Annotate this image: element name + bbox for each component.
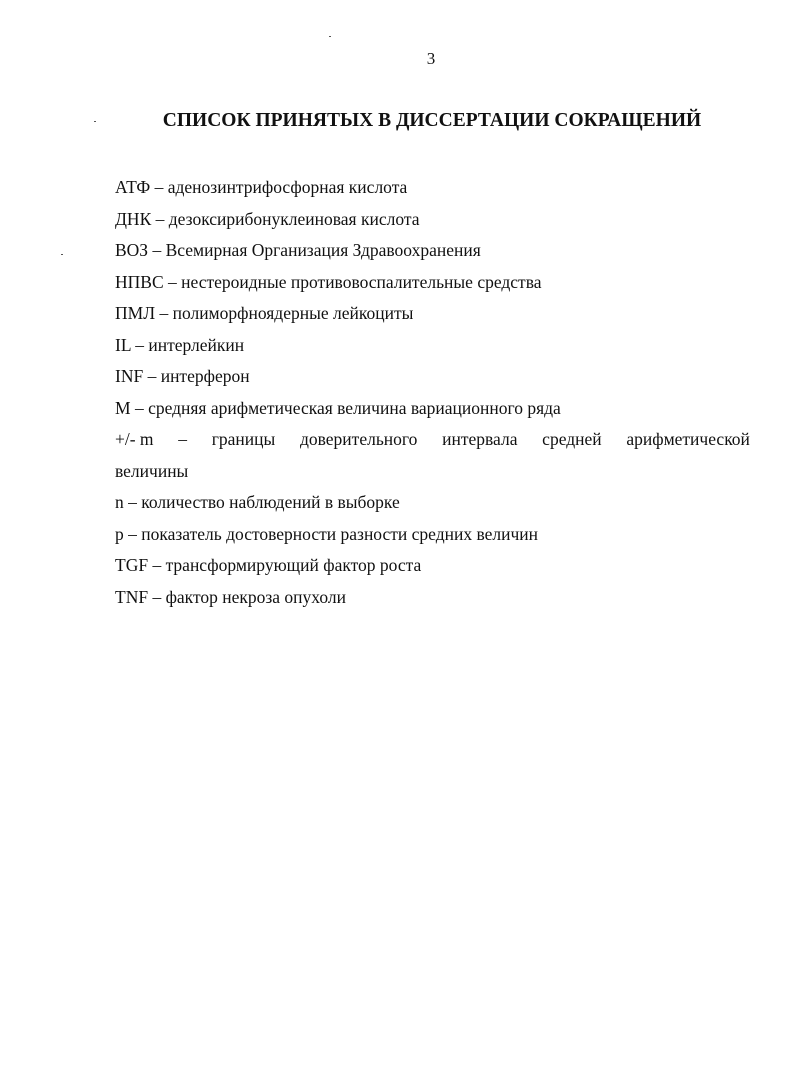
separator: – <box>148 586 166 607</box>
abbreviation-definition: нестероидные противовоспалительные средства <box>181 271 542 292</box>
abbreviation-term: ВОЗ <box>115 240 149 260</box>
abbreviation-definition: Всемирная Организация Здравоохранения <box>165 240 481 260</box>
separator: – <box>148 240 166 260</box>
page-title: СПИСОК ПРИНЯТЫХ В ДИССЕРТАЦИИ СОКРАЩЕНИЙ <box>162 110 702 131</box>
list-item <box>115 582 750 614</box>
list-item <box>115 519 750 551</box>
abbreviation-list <box>115 172 750 613</box>
list-item <box>115 235 750 267</box>
abbreviation-definition: интерферон <box>160 366 250 386</box>
list-item <box>115 361 750 393</box>
list-item <box>115 172 750 204</box>
definition-word: средней <box>542 429 602 449</box>
abbreviation-definition: трансформирующий фактор роста <box>165 555 422 575</box>
abbreviation-term: INF <box>115 366 144 386</box>
definition-word: границы <box>211 429 276 449</box>
list-item <box>115 550 750 582</box>
abbreviation-definition: интерлейкин <box>148 334 245 355</box>
separator: – <box>130 334 149 355</box>
separator: – <box>130 397 149 418</box>
definition-word: арифметической <box>626 429 750 449</box>
list-item <box>115 298 750 330</box>
separator: – <box>148 555 166 575</box>
separator: – <box>143 366 161 386</box>
separator: – <box>155 303 173 323</box>
definition-word: доверительного <box>299 429 418 449</box>
list-item <box>115 204 750 236</box>
separator: – <box>123 492 142 512</box>
abbreviation-definition: количество наблюдений в выборке <box>141 492 400 512</box>
abbreviation-term: n <box>115 492 124 512</box>
scan-speck <box>61 254 63 255</box>
abbreviation-definition: показатель достоверности разности средних величин <box>141 523 539 544</box>
abbreviation-term: +/- m <box>115 429 154 449</box>
definition-word: – <box>178 429 187 449</box>
abbreviation-term: ДНК <box>115 208 152 229</box>
scan-speck <box>94 121 96 122</box>
list-item <box>115 330 750 362</box>
definition-word: интервала <box>442 429 518 449</box>
abbreviation-term: М <box>115 397 131 418</box>
abbreviation-definition: фактор некроза опухоли <box>165 586 346 607</box>
separator: – <box>123 523 142 544</box>
separator: – <box>150 177 168 197</box>
abbreviation-term: АТФ <box>115 177 151 197</box>
justified-line <box>115 424 750 456</box>
abbreviation-term: НПВС <box>115 271 164 292</box>
separator: – <box>151 208 169 229</box>
list-item <box>115 267 750 299</box>
abbreviation-definition: дезоксирибонуклеиновая кислота <box>168 208 420 229</box>
abbreviation-definition: полиморфноядерные лейкоциты <box>172 303 414 323</box>
abbreviation-term: TNF <box>115 586 149 607</box>
abbreviation-definition: средняя арифметическая величина вариационного ряда <box>148 397 561 418</box>
abbreviation-definition: аденозинтрифосфорная кислота <box>167 177 408 197</box>
scan-speck <box>329 36 331 37</box>
abbreviation-term: p <box>115 523 124 544</box>
abbreviation-term: IL <box>115 334 131 355</box>
list-item <box>115 487 750 519</box>
separator: – <box>163 271 182 292</box>
abbreviation-term: TGF <box>115 555 149 575</box>
page-number: 3 <box>426 49 436 68</box>
list-item <box>115 424 750 487</box>
abbreviation-definition-continued: величины <box>115 460 189 481</box>
list-item <box>115 393 750 425</box>
abbreviation-term: ПМЛ <box>115 303 156 323</box>
